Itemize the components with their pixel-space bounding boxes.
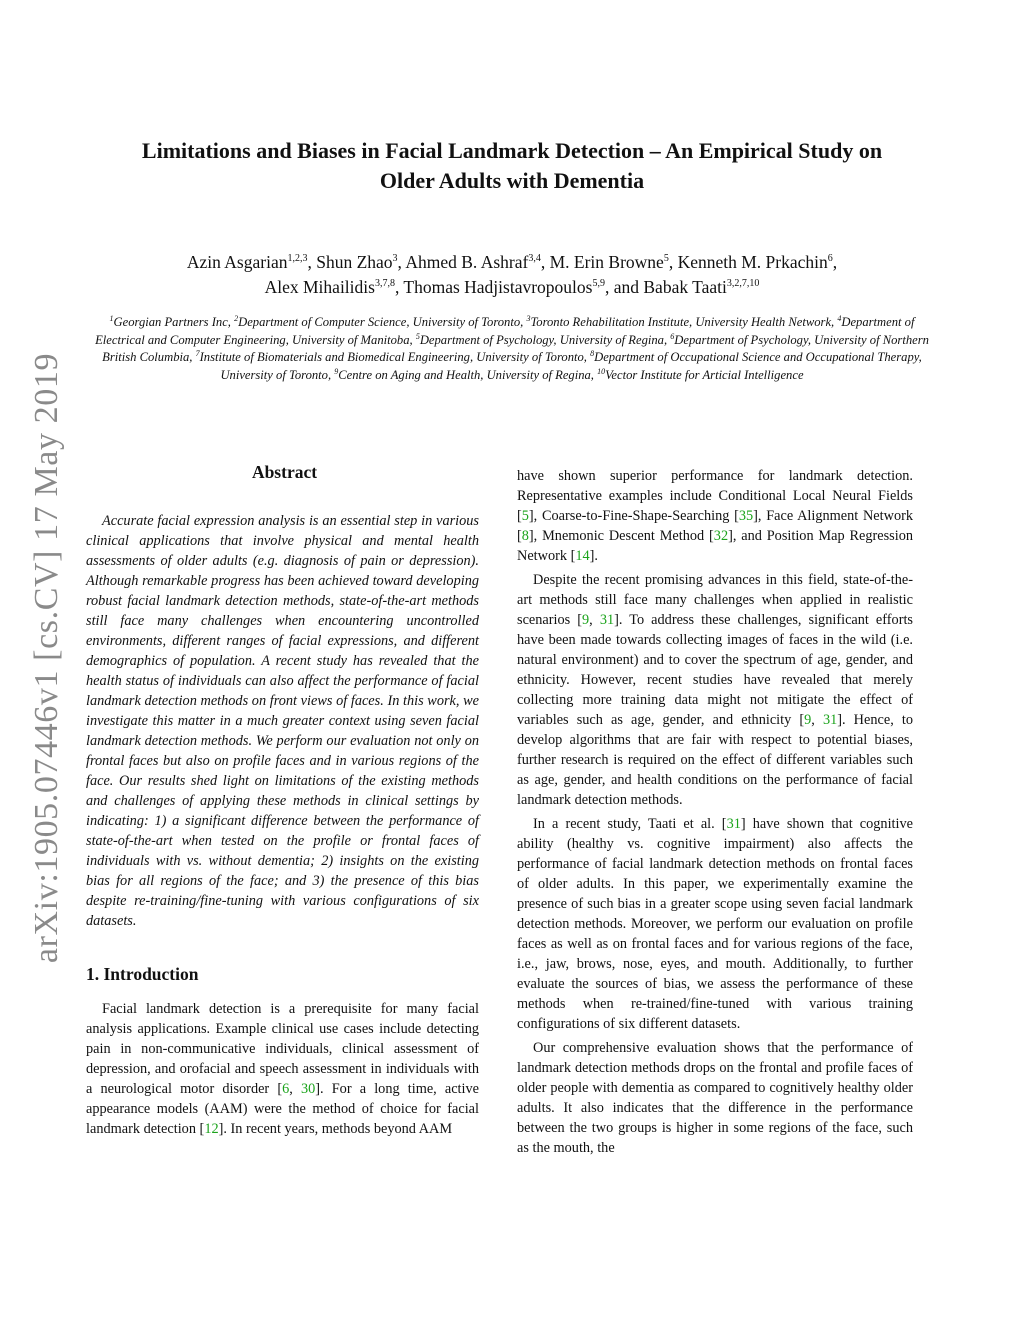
affiliation-text: Institute of Biomaterials and Biomedical Engineering, University of Toronto, [199, 350, 591, 365]
author-name: Thomas Hadjistavropoulos [403, 277, 593, 297]
author-affil-mark: 3,7,8 [374, 278, 395, 290]
affiliation-text: Department of Electrical and Computer Engineering, University of Manitoba, [95, 315, 915, 347]
affiliation-number: 9 [334, 366, 339, 376]
author-line-2: Alex Mihailidis$^{3,7,8}$, Thomas Hadjistavropoulos$^{5,9}$, and Babak Taati$^{3,2,7,10}$ [264, 277, 760, 297]
author-list [60, 250, 964, 300]
affiliation-number: 2 [234, 313, 239, 323]
author-affil-mark: 6 [827, 253, 833, 265]
affiliation-text: Centre on Aging and Health, University of Regina, [338, 367, 598, 382]
author-name: Kenneth M. Prkachin [677, 252, 828, 272]
intro-paragraph: Despite the recent promising advances in this field, state-of-the-art methods still face many challenges when applied in realistic scenarios [9, 31]. To address these challenges, significant efforts have been made towards collecting images of faces in the wild (i.e. natural environment) and to cover the spectrum of age, gender, and ethnicity. However, recent studies have revealed that merely collecting more training data might not mitigate the effect of variables such as age, gender, and ethnicity [9, 31]. Hence, to develop algorithms that are fair with respect to potential biases, further research is required on the effect of different variables such as age, gender, and health conditions on the performance of facial landmark detection methods. [517, 572, 913, 808]
affiliation-number: 8 [590, 349, 595, 358]
affiliation-number: 1 [109, 313, 114, 323]
affiliations [86, 314, 938, 384]
citation-link[interactable]: 9 [582, 612, 590, 628]
author-line-1: Azin Asgarian$^{1,2,3}$, Shun Zhao$^3$, Ahmed B. Ashraf$^{3,4}$, M. Erin Browne$^5$, Kenneth M. Prkachin$^6$, [186, 252, 838, 272]
author-name: Azin Asgarian [186, 252, 288, 272]
arxiv-id: arXiv:1905.07446v1 [cs.CV] 17 May 2019 [28, 352, 65, 964]
affiliation-number: 10 [597, 366, 606, 376]
citation-link[interactable]: 5 [521, 508, 529, 524]
affiliation-number: 5 [415, 331, 420, 341]
author-name: Babak Taati [643, 277, 727, 297]
affiliation-text: Department of Psychology, University of Northern British Columbia, [102, 332, 929, 365]
citation-link[interactable]: 6 [282, 1081, 290, 1097]
affiliation-number: 3 [526, 313, 531, 323]
citation-link[interactable]: 9 [804, 712, 812, 728]
citation-link[interactable]: 32 [713, 528, 729, 544]
affiliation-text: Department of Computer Science, University of Toronto, [238, 315, 527, 329]
abstract-text: Accurate facial expression analysis is an essential step in various clinical applications that involve physical and mental health assessments of older adults (e.g. diagnosis of pain or depression). Although remarkable progress has been achieved toward developing robust facial landmark detection methods, state-of-the-art methods still face many challenges when encountering uncontrolled environments, different ranges of facial expressions, and different demographics of population. A recent study has revealed that the health status of individuals can also affect the performance of facial landmark detection methods on front views of faces. In this work, we investigate this matter in a much greater context using seven facial landmark detection methods. We perform our evaluation not only on frontal faces but also on profile faces and in various regions of the face. Our results shed light on limitations of the existing methods and challenges of applying these methods in clinical settings by indicating: 1) a significant difference between the performance of state-of-the-art when tested on the profile or frontal faces of individuals with vs. without dementia; 2) insights on the existing bias for all regions of the face; and 3) the presence of this bias despite re-training/fine-tuning with various configurations of six datasets. [86, 513, 479, 929]
author-affil-mark: 3,4 [528, 253, 541, 265]
citation-link[interactable]: 14 [575, 548, 590, 564]
affiliation-text: Department of Psychology, University of Regina, [419, 332, 671, 347]
abstract-heading: Abstract [251, 462, 318, 482]
introduction-heading: 1. Introduction [86, 964, 199, 984]
affiliation-text: Georgian Partners Inc, [113, 315, 235, 329]
author-name: Alex Mihailidis [264, 277, 375, 297]
citation-link[interactable]: 12 [204, 1121, 219, 1137]
author-name: Ahmed B. Ashraf [405, 252, 529, 272]
author-affil-mark: 3,2,7,10 [726, 278, 760, 290]
affiliation-number: 6 [670, 331, 675, 341]
affiliation-text: Vector Institute for Articial Intelligence [605, 367, 804, 382]
citation-link[interactable]: 31 [726, 816, 741, 832]
citation-link[interactable]: 31 [822, 712, 838, 728]
author-name: M. Erin Browne [549, 252, 664, 272]
intro-paragraph: Our comprehensive evaluation shows that the performance of landmark detection methods drops on the frontal and profile faces of older people with dementia as compared to cognitively healthy older adults. It also indicates that the difference in the performance between the two groups is higher in some regions of the face, such as the mouth, the [517, 1040, 913, 1156]
left-column [86, 462, 479, 1139]
affiliation-number: 7 [195, 349, 200, 358]
intro-paragraph: Facial landmark detection is a prerequisite for many facial analysis applications. Example clinical use cases include detecting pain in non-communicative individuals, clinical assessment of depression, and orofacial and speech assessment in individuals with a neurological motor disorder [6, 30]. For a long time, active appearance models (AAM) were the method of choice for facial landmark detection [12]. In recent years, methods beyond AAM [86, 1001, 479, 1137]
title-line-2: Older Adults with Dementia [379, 168, 645, 193]
author-affil-mark: 1,2,3 [287, 253, 308, 265]
title-line-1: Limitations and Biases in Facial Landmark Detection – An Empirical Study on [141, 138, 883, 163]
affiliation-text: Department of Occupational Science and Occupational Therapy, University of Toronto, [220, 350, 922, 382]
affiliation-text: Toronto Rehabilitation Institute, University Health Network, [530, 315, 838, 329]
citation-link[interactable]: 31 [599, 612, 615, 628]
author-affil-mark: 3 [392, 253, 398, 265]
citation-link[interactable]: 35 [738, 508, 754, 524]
right-column [517, 466, 913, 1158]
author-name: Shun Zhao [316, 252, 393, 272]
author-affil-mark: 5,9 [592, 278, 605, 290]
author-affil-mark: 5 [663, 253, 669, 265]
paper-title [60, 136, 964, 196]
intro-paragraph: have shown superior performance for landmark detection. Representative examples include Conditional Local Neural Fields [5], Coarse-to-Fine-Shape-Searching [35], Face Alignment Network [8], Mnemonic Descent Method [32], and Position Map Regression Network [14]. [517, 468, 913, 564]
affiliation-number: 4 [837, 313, 842, 323]
citation-link[interactable]: 30 [300, 1081, 316, 1097]
arxiv-stamp [24, 344, 70, 972]
intro-paragraph: In a recent study, Taati et al. [31] have shown that cognitive ability (healthy vs. cognitive impairment) also affects the performance of facial landmark detection methods on frontal faces of older adults. In this paper, we experimentally examine the presence of such bias in a greater scope using seven facial landmark detection methods. Moreover, we perform our evaluation on profile faces as well as on frontal faces and for various regions of the face, i.e., jaw, brows, nose, eyes, and mouth. Additionally, to further evaluate the sources of bias, we assess the performance of these methods when re-trained/fine-tuned with various training configurations of six different datasets. [517, 816, 913, 1032]
citation-link[interactable]: 8 [521, 528, 529, 544]
